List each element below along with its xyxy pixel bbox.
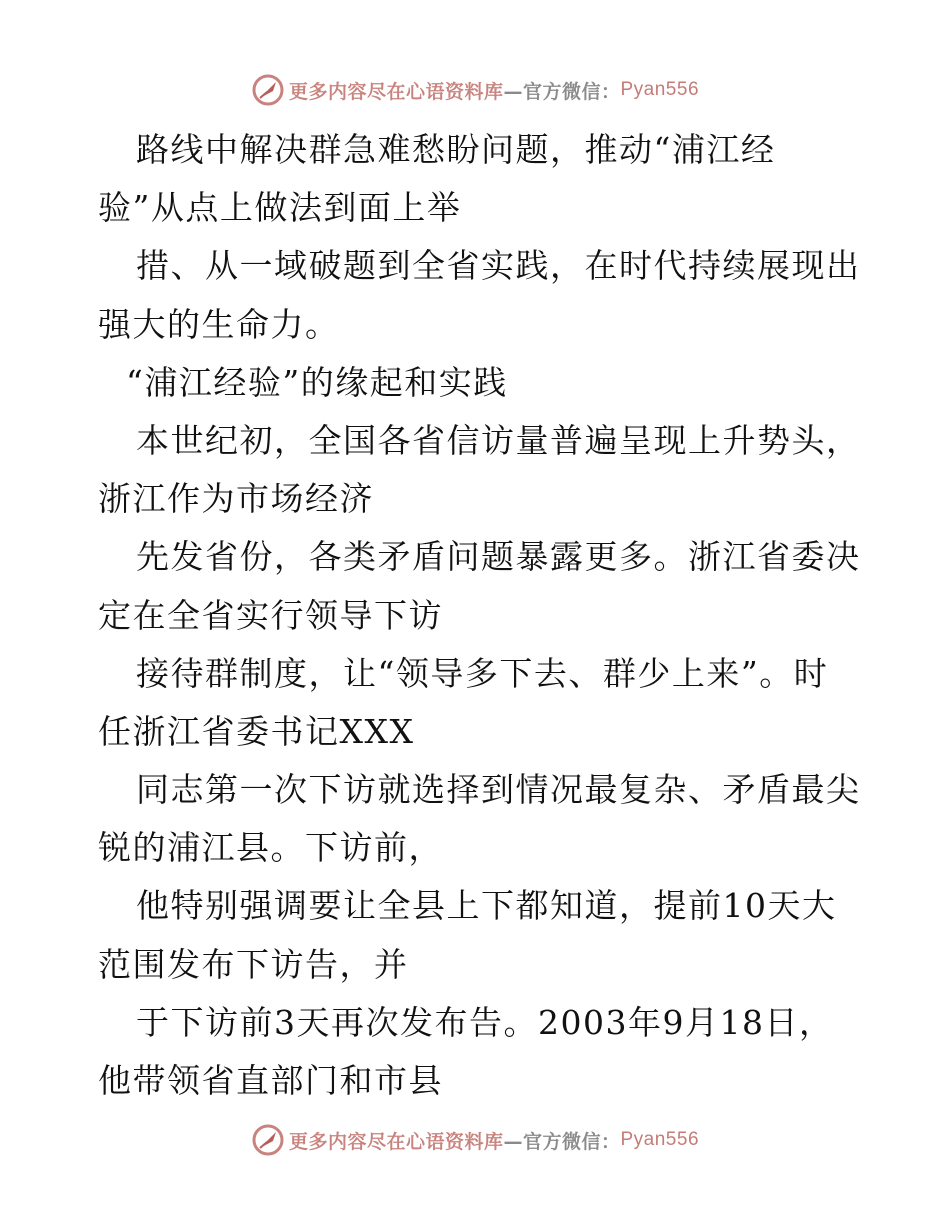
header-watermark <box>0 68 950 112</box>
body-line: 本世纪初，全国各省信访量普遍呈现上升势头， <box>136 420 861 460</box>
watermark-site-text: 更多内容尽在心语资料库 <box>288 1130 504 1153</box>
body-line: 措、从一域破题到全省实践，在时代持续展现出 <box>136 246 861 286</box>
document-body <box>98 121 861 1110</box>
body-line: 强大的生命力。 <box>98 304 340 344</box>
body-line: 路线中解决群急难愁盼问题，推动“浦江经 <box>136 130 776 169</box>
body-line: 锐的浦江县。下访前， <box>98 828 443 868</box>
body-line: 定在全省实行领导下访 <box>98 595 443 635</box>
body-line: 接待群制度，让“领导多下去、群少上来”。时 <box>136 653 829 693</box>
section-heading: “浦江经验”的缘起和实践 <box>126 362 508 402</box>
body-line: 范围发布下访告，并 <box>98 944 409 984</box>
body-line: 任浙江省委书记XXX <box>98 711 415 751</box>
body-line: 于下访前3天再次发布告。2003年9月18日， <box>136 1002 834 1042</box>
body-line: 浙江作为市场经济 <box>98 479 374 519</box>
watermark-wechat-label: —官方微信： <box>503 80 621 103</box>
body-line: 他带领省直部门和市县 <box>98 1061 443 1100</box>
watermark-site-text: 更多内容尽在心语资料库 <box>288 80 504 103</box>
watermark-wechat-label: —官方微信： <box>503 1130 621 1153</box>
body-line: 他特别强调要让全县上下都知道，提前10天大 <box>136 886 837 926</box>
body-line: 同志第一次下访就选择到情况最复杂、矛盾最尖 <box>136 770 861 810</box>
quill-logo-icon <box>251 1123 285 1157</box>
watermark-wechat-id: Pyan556 <box>620 1129 700 1150</box>
body-line: 先发省份，各类矛盾问题暴露更多。浙江省委决 <box>136 537 861 577</box>
footer-watermark <box>0 1118 950 1162</box>
quill-logo-icon <box>251 73 285 107</box>
watermark-wechat-id: Pyan556 <box>620 79 700 100</box>
body-line: 验”从点上做法到面上举 <box>98 188 462 228</box>
